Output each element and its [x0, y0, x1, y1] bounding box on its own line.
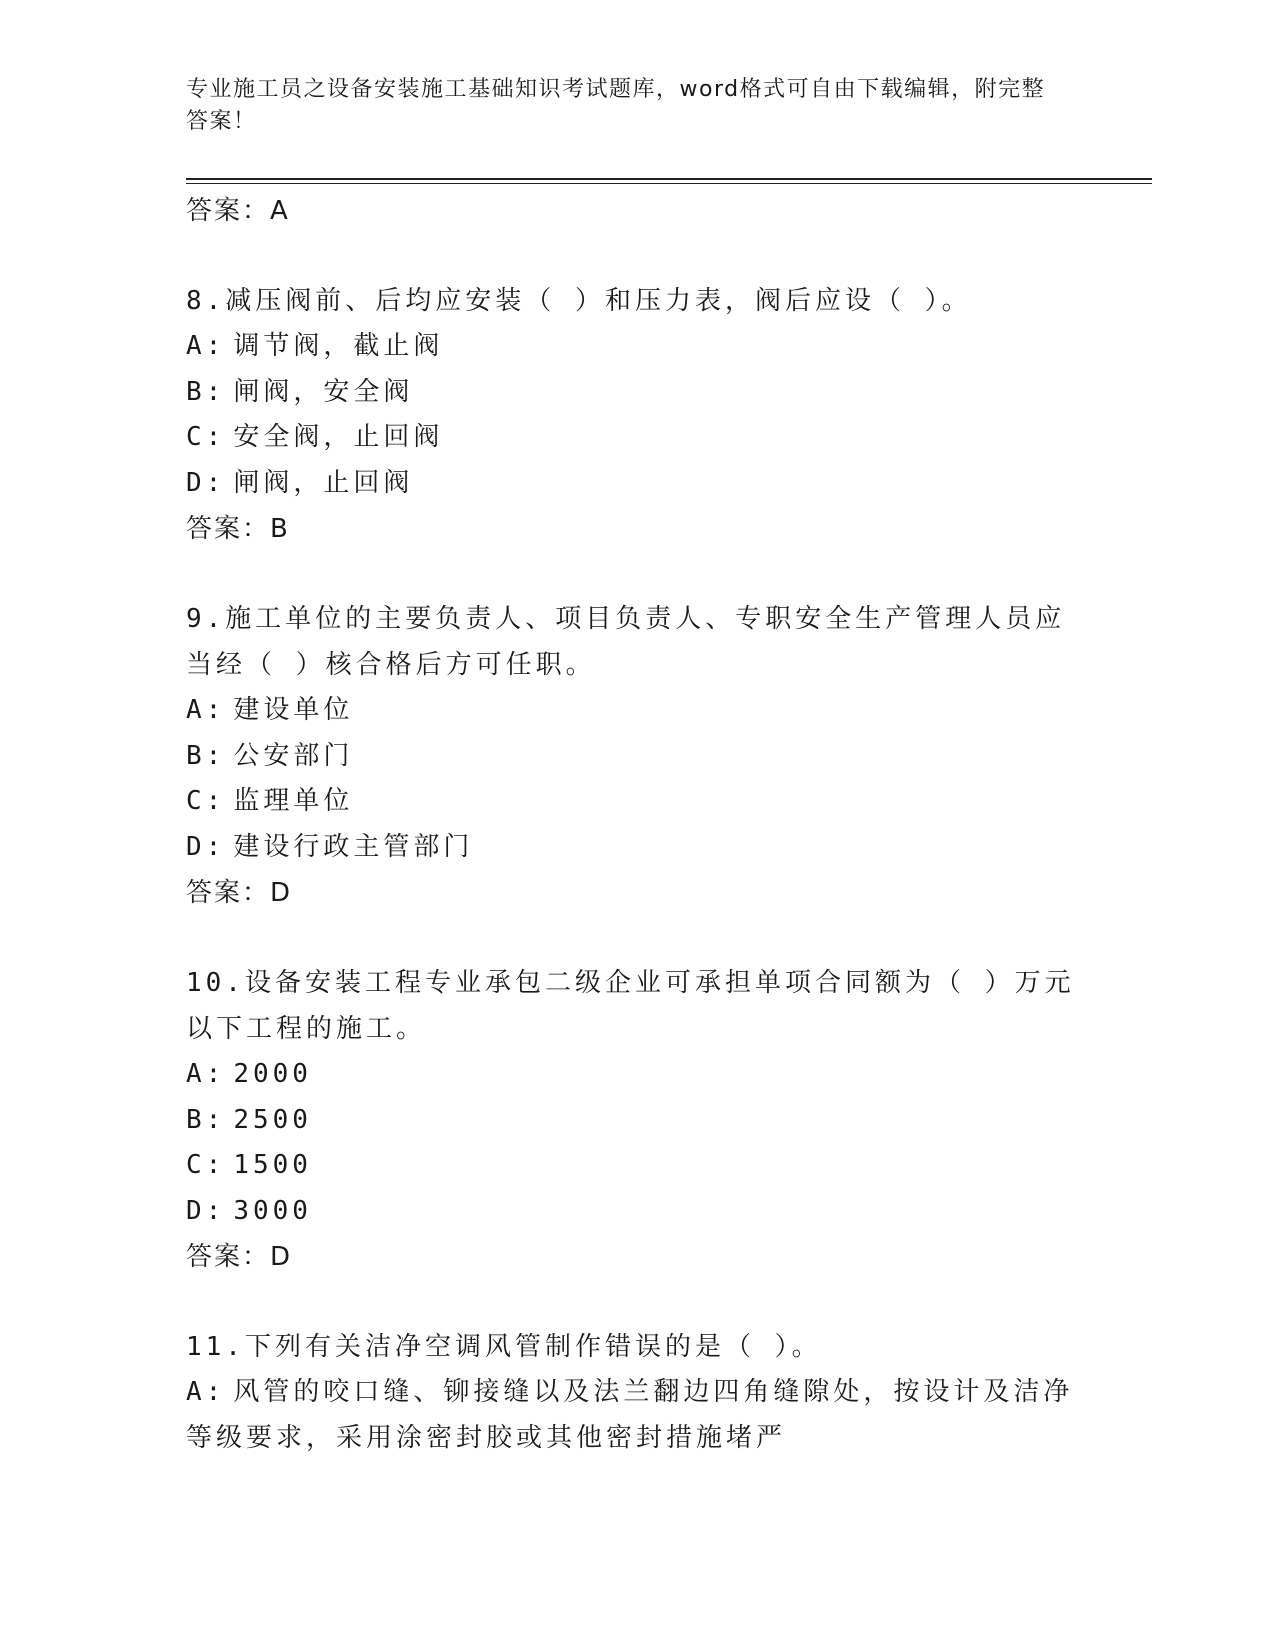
question-stem: 8.减压阀前、后均应安装（ ）和压力表，阀后应设（ ）。: [186, 286, 972, 316]
option-key: A:: [186, 695, 226, 725]
question-11: [186, 1324, 1086, 1461]
answer-line: 答案：D: [186, 1242, 293, 1272]
option-text: 闸阀，安全阀: [233, 376, 414, 407]
option-a: [186, 324, 1086, 370]
option-text: 闸阀，止回阀: [233, 467, 414, 498]
question-stem: 9.施工单位的主要负责人、项目负责人、专职安全生产管理人员应当经（ ）核合格后方可任职。: [186, 604, 1066, 680]
option-a: [186, 1370, 1086, 1461]
header-text: 专业施工员之设备安装施工基础知识考试题库，word格式可自由下载编辑，附完整答案！: [186, 77, 1046, 134]
option-a: [186, 688, 1086, 734]
option-key: D:: [186, 1195, 226, 1226]
option-key: A:: [186, 1377, 226, 1407]
answer-line: 答案：A: [186, 196, 290, 226]
option-key: D:: [186, 467, 226, 498]
option-text: 2000: [233, 1059, 312, 1089]
option-key: C:: [186, 786, 226, 816]
option-text: 调节阀，截止阀: [233, 331, 444, 361]
option-text: 建设单位: [233, 695, 354, 725]
option-c: [186, 779, 1086, 825]
option-text: 风管的咬口缝、铆接缝以及法兰翻边四角缝隙处，按设计及洁净等级要求，采用涂密封胶或其他密封措施堵严: [186, 1377, 1074, 1453]
option-key: C:: [186, 422, 226, 452]
answer-line: 答案：B: [186, 514, 290, 544]
option-d: [186, 461, 1086, 507]
option-d: [186, 825, 1086, 871]
option-b: [186, 370, 1086, 416]
option-b: [186, 1098, 1086, 1144]
option-text: 公安部门: [233, 740, 354, 771]
question-10: [186, 960, 1086, 1280]
option-text: 安全阀，止回阀: [233, 422, 444, 452]
option-key: B:: [186, 1104, 226, 1135]
option-b: [186, 734, 1086, 780]
header-divider-thin: [186, 183, 1152, 184]
document-header: [186, 74, 1066, 138]
option-c: [186, 415, 1086, 461]
question-stem: 10.设备安装工程专业承包二级企业可承担单项合同额为（ ）万元以下工程的施工。: [186, 968, 1075, 1044]
question-8: [186, 278, 1086, 552]
option-key: A:: [186, 1059, 226, 1089]
answer-line: 答案：D: [186, 878, 293, 908]
option-c: [186, 1143, 1086, 1189]
option-text: 监理单位: [233, 786, 354, 816]
option-text: 3000: [233, 1195, 312, 1226]
option-key: D:: [186, 831, 226, 862]
option-text: 1500: [233, 1150, 312, 1180]
question-9: [186, 596, 1086, 916]
option-key: A:: [186, 331, 226, 361]
option-a: [186, 1052, 1086, 1098]
option-d: [186, 1189, 1086, 1235]
option-key: B:: [186, 740, 226, 771]
option-key: B:: [186, 376, 226, 407]
option-text: 2500: [233, 1104, 312, 1135]
header-divider-thick: [186, 178, 1152, 180]
option-text: 建设行政主管部门: [233, 831, 474, 862]
question-content: [186, 188, 1086, 1461]
option-key: C:: [186, 1150, 226, 1180]
question-stem: 11.下列有关洁净空调风管制作错误的是（ ）。: [186, 1332, 822, 1362]
